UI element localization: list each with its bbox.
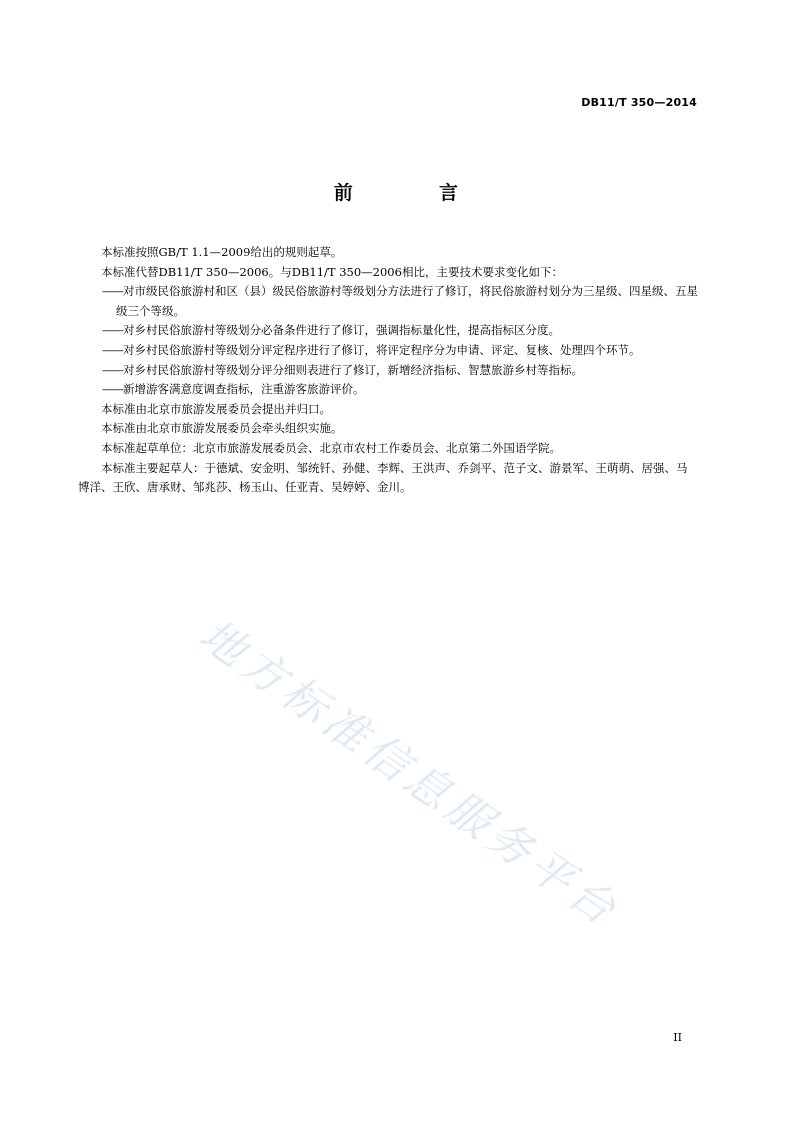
dash-marker: —— xyxy=(102,362,123,377)
page-number: II xyxy=(673,1031,682,1044)
standard-code: DB11/T 350—2014 xyxy=(581,96,697,109)
change-item xyxy=(78,321,698,341)
dash-marker: —— xyxy=(102,323,123,338)
dash-marker: —— xyxy=(102,284,123,299)
foreword-content xyxy=(78,243,698,498)
change-item xyxy=(78,282,698,321)
paragraph-drafting-units: 本标准起草单位：北京市旅游发展委员会、北京市农村工作委员会、北京第二外国语学院。 xyxy=(101,440,561,455)
paragraph-organizer: 本标准由北京市旅游发展委员会牵头组织实施。 xyxy=(101,421,343,436)
paragraph-proposer: 本标准由北京市旅游发展委员会提出并归口。 xyxy=(101,401,331,416)
watermark: 地方标准信息服务平台 xyxy=(190,609,629,938)
change-item-text: 对乡村民俗旅游村等级划分必备条件进行了修订，强调指标量化性，提高指标区分度。 xyxy=(123,323,560,338)
page-title xyxy=(0,178,792,205)
change-item xyxy=(78,361,698,381)
title-char-1: 前 xyxy=(333,182,353,204)
paragraph-drafters: 本标准主要起草人：于德斌、安金明、邹统钎、孙健、李辉、王洪声、乔剑平、范子文、游景军、王萌萌、居强、马博洋、王欣、唐承财、邹兆莎、杨玉山、任亚青、吴婷婷、金川。 xyxy=(78,460,688,495)
dash-marker: —— xyxy=(102,382,123,397)
dash-marker: —— xyxy=(102,342,123,357)
title-char-2: 言 xyxy=(439,182,459,204)
change-item xyxy=(78,341,698,361)
paragraph-drafting-rules: 本标准按照GB/T 1.1—2009给出的规则起草。 xyxy=(101,245,343,259)
change-item xyxy=(78,380,698,400)
change-item-text: 对市级民俗旅游村和区（县）级民俗旅游村等级划分方法进行了修订，将民俗旅游村划分为三星级、四星级、五星级三个等级。 xyxy=(116,284,698,318)
paragraph-replacement: 本标准代替DB11/T 350—2006。与DB11/T 350—2006相比，主要技术要求变化如下： xyxy=(101,264,563,279)
change-item-text: 新增游客满意度调查指标，注重游客旅游评价。 xyxy=(123,382,365,397)
change-item-text: 对乡村民俗旅游村等级划分评分细则表进行了修订，新增经济指标、智慧旅游乡村等指标。 xyxy=(123,362,583,377)
change-item-text: 对乡村民俗旅游村等级划分评定程序进行了修订，将评定程序分为申请、评定、复核、处理四个环节。 xyxy=(123,342,641,357)
